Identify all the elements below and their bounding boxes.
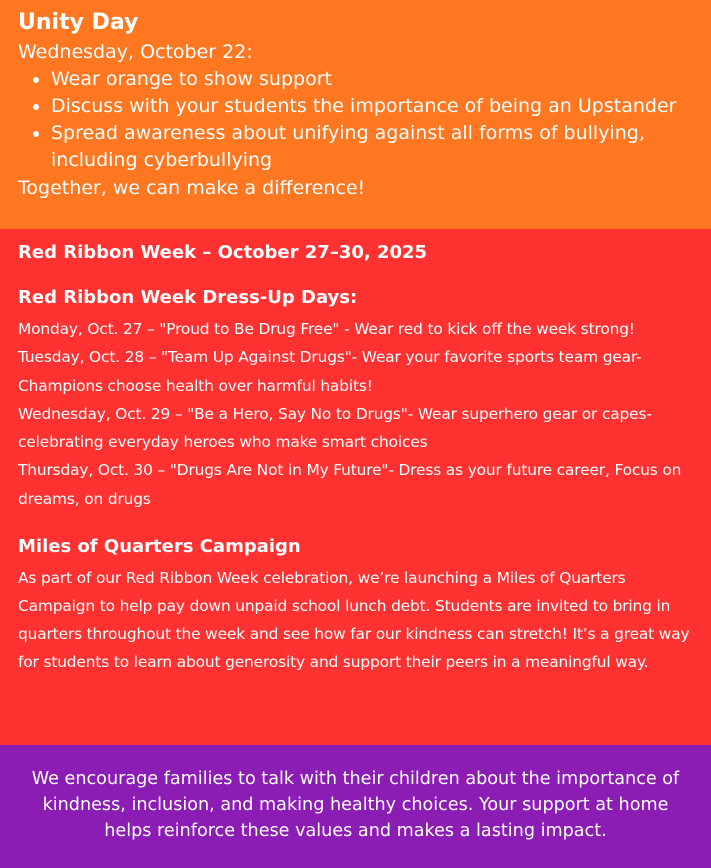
miles-of-quarters-body: As part of our Red Ribbon Week celebration, we’re launching a Miles of Quarters Campaign to help pay down unpaid school lunch debt. Students are invited to bring in quarters throughout the week and see how far our kindness can stretch! It’s a great way for students to learn about generosity and support their peers in a meaningful way.: [18, 569, 690, 672]
family-message-section: [0, 745, 711, 868]
unity-day-list: [18, 66, 693, 174]
red-ribbon-week-section: [0, 229, 711, 745]
dress-up-day-tuesday: Tuesday, Oct. 28 – "Team Up Against Drugs"- Wear your favorite sports team gear- Champions choose health over harmful habits!: [18, 348, 642, 395]
unity-day-bullet: • Discuss with your students the importance of being an Upstander: [51, 93, 693, 120]
red-ribbon-week-heading: Red Ribbon Week – October 27–30, 2025: [18, 242, 428, 263]
unity-day-title: Unity Day: [18, 10, 139, 35]
unity-day-section: [0, 0, 711, 229]
dress-up-days-heading: Red Ribbon Week Dress-Up Days:: [18, 287, 358, 308]
dress-up-day-monday: Monday, Oct. 27 – "Proud to Be Drug Free" - Wear red to kick off the week strong!: [18, 320, 635, 338]
unity-day-date: Wednesday, October 22:: [18, 41, 253, 63]
family-message-text: We encourage families to talk with their children about the importance of kindness, inclusion, and making healthy choices. Your support at home helps reinforce these values and makes a lasting impact.: [31, 769, 680, 841]
unity-day-bullet: • Wear orange to show support: [51, 66, 693, 93]
unity-day-closing: Together, we can make a difference!: [18, 177, 366, 199]
unity-day-bullet: • Spread awareness about unifying against all forms of bullying, including cyberbullying: [51, 120, 693, 174]
miles-of-quarters-heading: Miles of Quarters Campaign: [18, 536, 301, 558]
dress-up-day-wednesday: Wednesday, Oct. 29 – "Be a Hero, Say No to Drugs"- Wear superhero gear or capes- celebrating everyday heroes who make smart choices: [18, 404, 652, 452]
dress-up-day-thursday: Thursday, Oct. 30 – "Drugs Are Not in My Future"- Dress as your future career, Focus on dreams, on drugs: [18, 461, 682, 508]
